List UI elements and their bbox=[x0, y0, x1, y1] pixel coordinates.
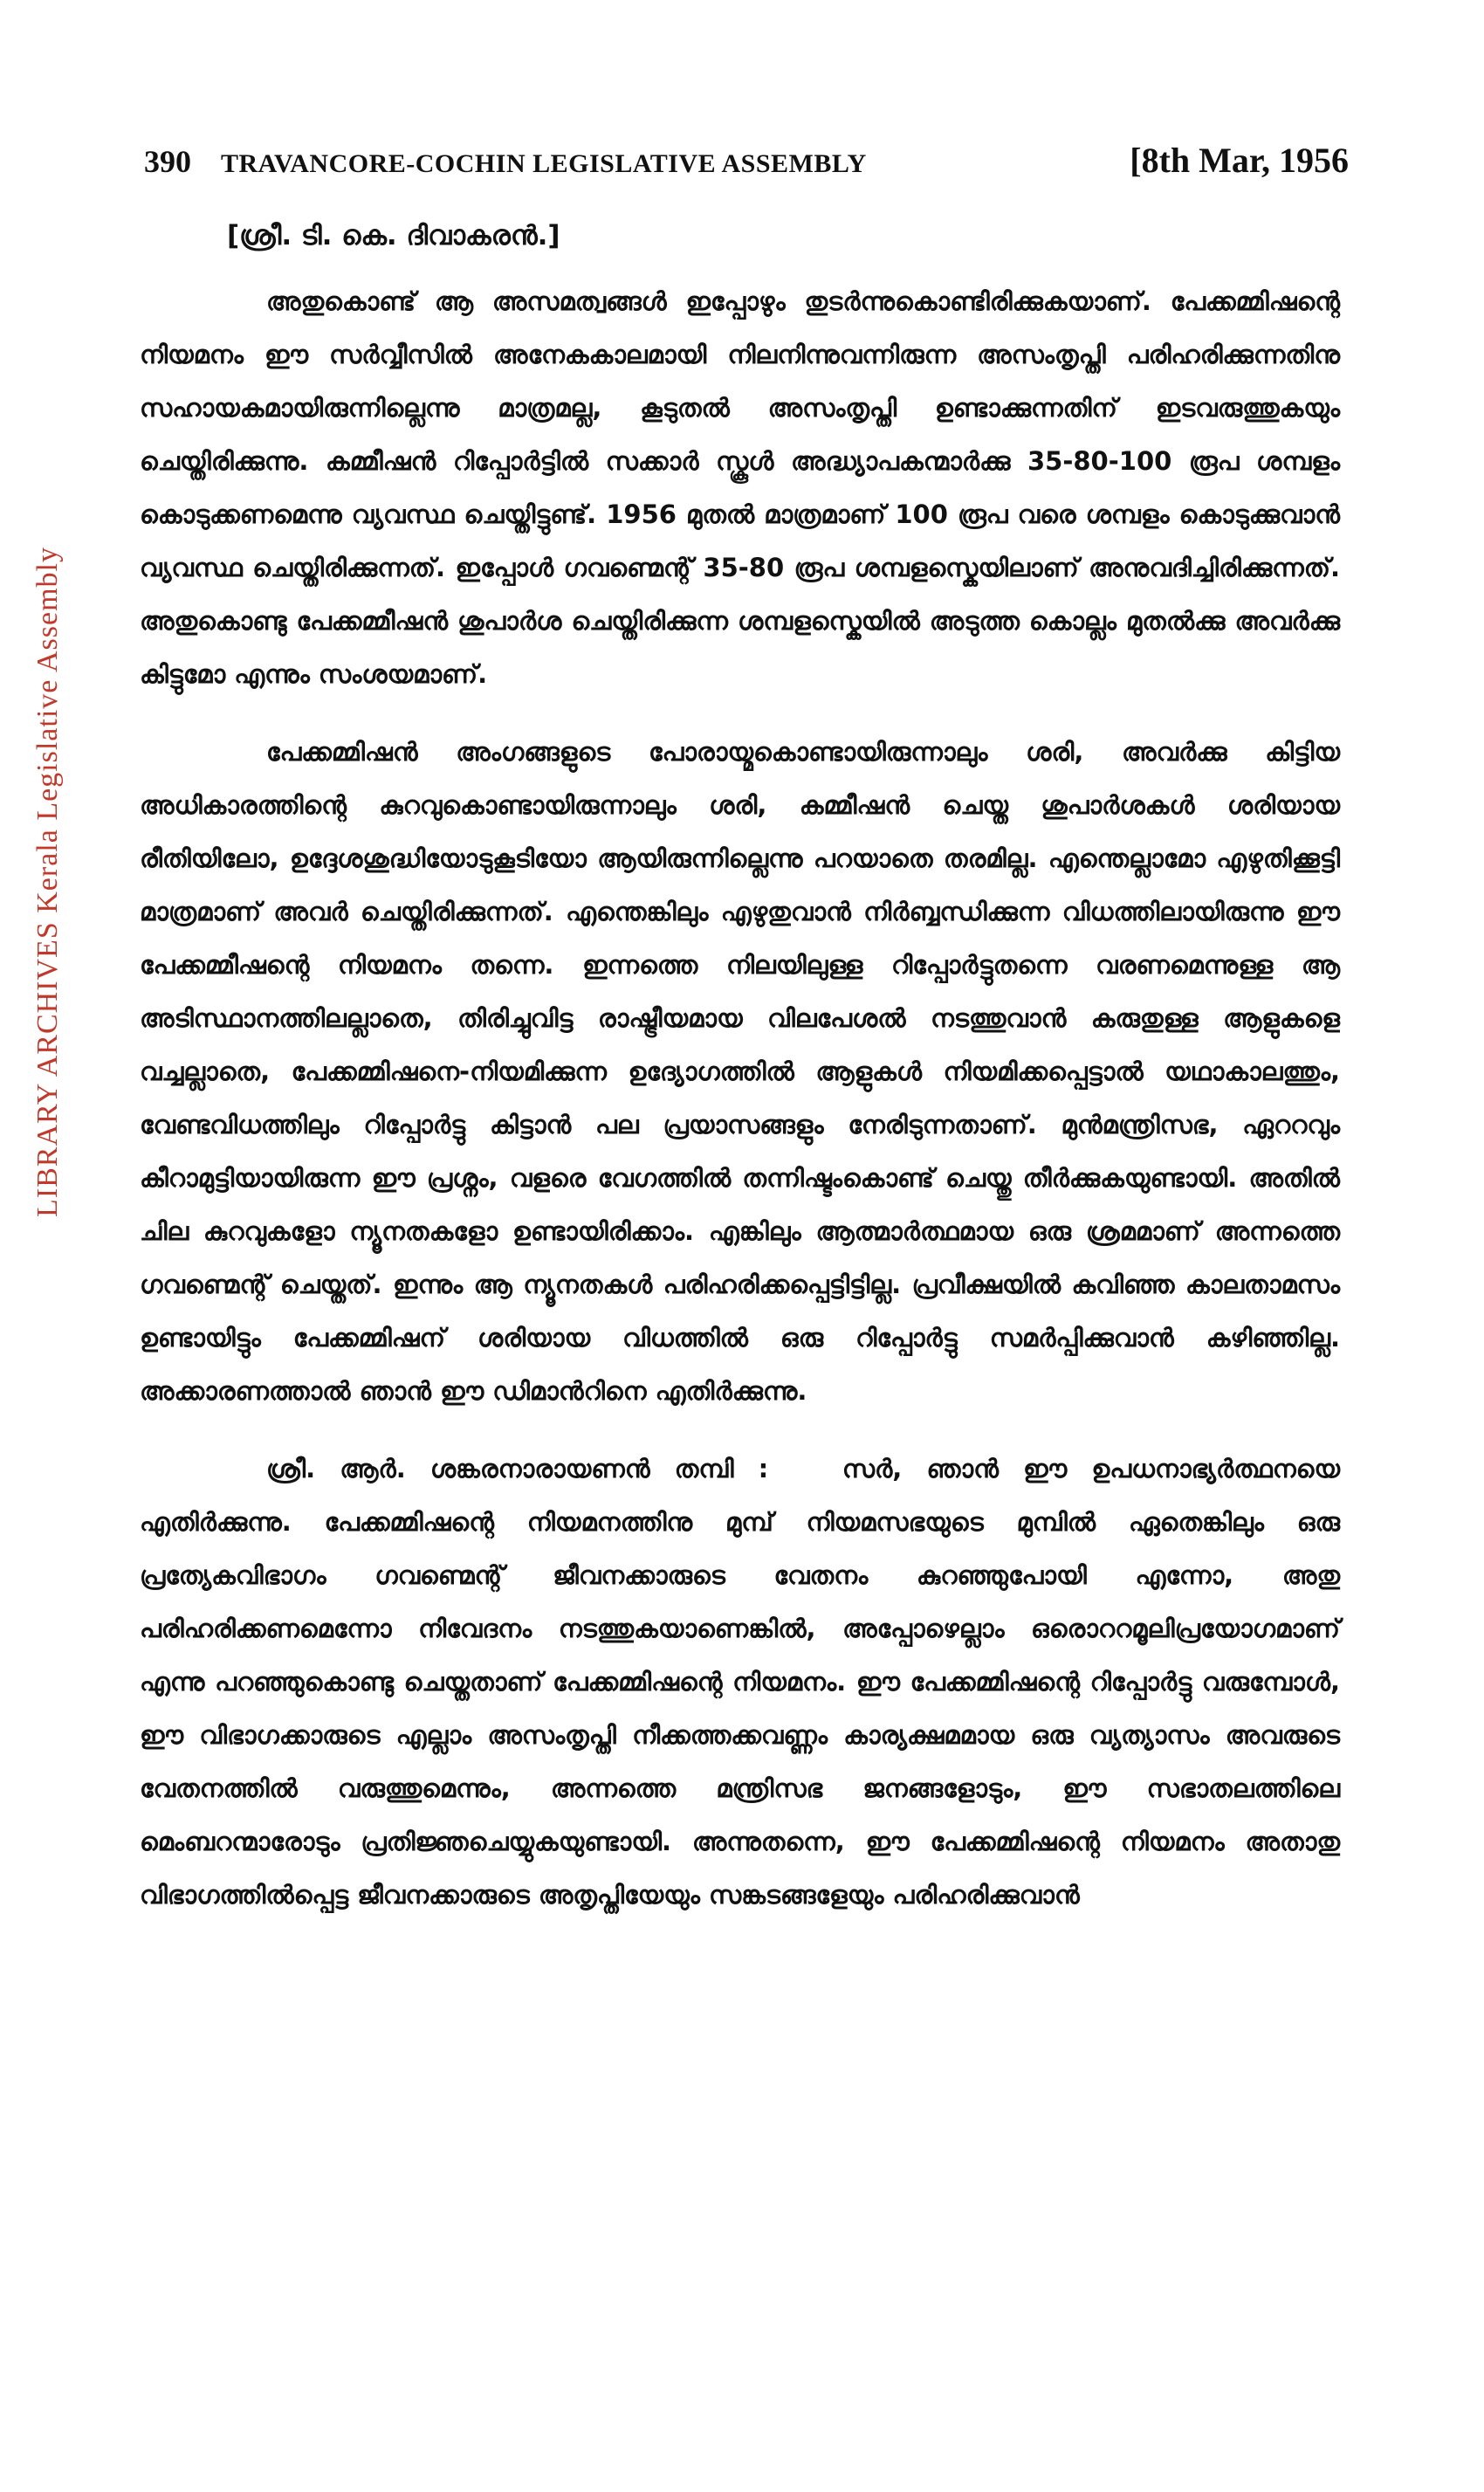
header-date: [8th Mar, 1956 bbox=[1130, 141, 1349, 180]
speaker-name: ശ്രീ. ആർ. ശങ്കരനാരായണൻ തമ്പി : bbox=[266, 1454, 769, 1483]
page-header bbox=[144, 140, 1349, 192]
paragraph-1-text: അതുകൊണ്ട് ആ അസമത്വങ്ങൾ ഇപ്പോഴും തുടർന്നുകൊണ്ടിരിക്കുകയാണ്. പേക്കമ്മിഷന്റെ നിയമനം ഈ സർവ്വീസിൽ അനേകകാലമായി നിലനിന്നുവന്നിരുന്ന അസംതൃപ്തി പരിഹരിക്കുന്നതിനു സഹായകമായിരുന്നില്ലെന്നു മാത്രമല്ല, കൂടുതൽ അസംതൃപ്തി ഉണ്ടാക്കുന്നതിന് ഇടവരുത്തുകയും ചെയ്തിരിക്കുന്നു. കമ്മീഷൻ റിപ്പോർട്ടിൽ സക്കാർ സ്കൂൾ അദ്ധ്യാപകന്മാർക്കു 35-80-100 രൂപ ശമ്പളം കൊടുക്കണമെന്നു വ്യവസ്ഥ ചെയ്തിട്ടുണ്ട്. 1956 മുതൽ മാത്രമാണ് 100 രൂപ വരെ ശമ്പളം കൊടുക്കുവാൻ വ്യവസ്ഥ ചെയ്തിരിക്കുന്നത്. ഇപ്പോൾ ഗവണ്മെന്റ് 35-80 രൂപ ശമ്പളസ്കെയിലാണ് അനുവദിച്ചിരിക്കുന്നത്. അതുകൊണ്ടു പേക്കമ്മീഷൻ ശുപാർശ ചെയ്തിരിക്കുന്ന ശമ്പളസ്കെയിൽ അടുത്ത കൊല്ലം മുതൽക്കു അവർക്കു കിട്ടുമോ എന്നും സംശയമാണ്. bbox=[140, 286, 1340, 689]
running-title: TRAVANCORE-COCHIN LEGISLATIVE ASSEMBLY bbox=[221, 149, 867, 178]
paragraph-2-text: പേക്കമ്മിഷൻ അംഗങ്ങളുടെ പോരായ്മകൊണ്ടായിരുന്നാലും ശരി, അവർക്കു കിട്ടിയ അധികാരത്തിന്റെ കുറവുകൊണ്ടായിരുന്നാലും ശരി, കമ്മീഷൻ ചെയ്ത ശുപാർശകൾ ശരിയായ രീതിയിലോ, ഉദ്ദേശശുദ്ധിയോടുകൂടിയോ ആയിരുന്നില്ലെന്നു പറയാതെ തരമില്ല. എന്തെല്ലാമോ എഴുതിക്കൂട്ടി മാത്രമാണ് അവർ ചെയ്തിരിക്കുന്നത്. എന്തെങ്കിലും എഴുതുവാൻ നിർബ്ബന്ധിക്കുന്ന വിധത്തിലായിരുന്നു ഈ പേക്കമ്മീഷന്റെ നിയമനം തന്നെ. ഇന്നത്തെ നിലയിലുള്ള റിപ്പോർട്ടുതന്നെ വരണമെന്നുള്ള ആ അടിസ്ഥാനത്തിലല്ലാതെ, തിരിച്ചുവിട്ട രാഷ്ട്രീയമായ വിലപേശൽ നടത്തുവാൻ കരുതുള്ള ആളുകളെ വച്ചല്ലാതെ, പേക്കമ്മിഷനെ-നിയമിക്കുന്ന ഉദ്യോഗത്തിൽ ആളുകൾ നിയമിക്കപ്പെട്ടാൽ യഥാകാലത്തും, വേണ്ടവിധത്തിലും റിപ്പോർട്ടു കിട്ടാൻ പല പ്രയാസങ്ങളും നേരിടുന്നതാണ്. മുൻമന്ത്രിസഭ, ഏററവും കീറാമുട്ടിയായിരുന്ന ഈ പ്രശ്നം, വളരെ വേഗത്തിൽ തന്നിഷ്ടംകൊണ്ട് ചെയ്തു തീർക്കുകയുണ്ടായി. അതിൽ ചില കുറവുകളോ ന്യൂനതകളോ ഉണ്ടായിരിക്കാം. എങ്കിലും ആത്മാർത്ഥമായ ഒരു ശ്രമമാണ് അന്നത്തെ ഗവണ്മെന്റ് ചെയ്തത്. ഇന്നും ആ ന്യൂനതകൾ പരിഹരിക്കപ്പെട്ടിട്ടില്ല. പ്രവീക്ഷയിൽ കവിഞ്ഞ കാലതാമസം ഉണ്ടായിട്ടും പേക്കമ്മിഷന് ശരിയായ വിധത്തിൽ ഒരു റിപ്പോർട്ടു സമർപ്പിക്കുവാൻ കഴിഞ്ഞില്ല. അക്കാരണത്താൽ ഞാൻ ഈ ഡിമാൻറിനെ എതിർക്കുന്നു. bbox=[140, 737, 1340, 1406]
paragraph-3-text: സർ, ഞാൻ ഈ ഉപധനാഭ്യർത്ഥനയെ എതിർക്കുന്നു. പേക്കമ്മിഷന്റെ നിയമനത്തിനു മുമ്പ് നിയമസഭയുടെ മുമ്പിൽ ഏതെങ്കിലും ഒരു പ്രത്യേകവിഭാഗം ഗവണ്മെന്റ് ജീവനക്കാരുടെ വേതനം കുറഞ്ഞുപോയി എന്നോ, അതു പരിഹരിക്കണമെന്നോ നിവേദനം നടത്തുകയാണെങ്കിൽ, അപ്പോഴെല്ലാം ഒരൊററമൂലിപ്രയോഗമാണ് എന്നു പറഞ്ഞുകൊണ്ടു ചെയ്തതാണ് പേക്കമ്മിഷന്റെ നിയമനം. ഈ പേക്കമ്മിഷന്റെ റിപ്പോർട്ടു വരുമ്പോൾ, ഈ വിഭാഗക്കാരുടെ എല്ലാം അസംതൃപ്തി നീക്കത്തക്കവണ്ണം കാര്യക്ഷമമായ ഒരു വ്യത്യാസം അവരുടെ വേതനത്തിൽ വരുത്തുമെന്നും, അന്നത്തെ മന്ത്രിസഭ ജനങ്ങളോടും, ഈ സഭാതലത്തിലെ മെംബറന്മാരോടും പ്രതിജ്ഞചെയ്യുകയുണ്ടായി. അന്നുതന്നെ, ഈ പേക്കമ്മിഷന്റെ നിയമനം അതാതു വിഭാഗത്തിൽപ്പെട്ട ജീവനക്കാരുടെ അതൃപ്തിയേയും സങ്കടങ്ങളേയും പരിഹരിക്കുവാൻ bbox=[140, 1454, 1340, 1910]
watermark-text: LIBRARY ARCHIVES Kerala Legislative Assembly bbox=[31, 546, 64, 1218]
paragraph-1 bbox=[140, 275, 1340, 701]
page-number: 390 bbox=[144, 144, 191, 179]
paragraph-3 bbox=[140, 1442, 1340, 1922]
paragraph-2 bbox=[140, 726, 1340, 1418]
continued-speaker-name: [ശ്രീ. ടി. കെ. ദിവാകരൻ.] bbox=[227, 220, 560, 251]
document-body bbox=[140, 275, 1340, 1946]
